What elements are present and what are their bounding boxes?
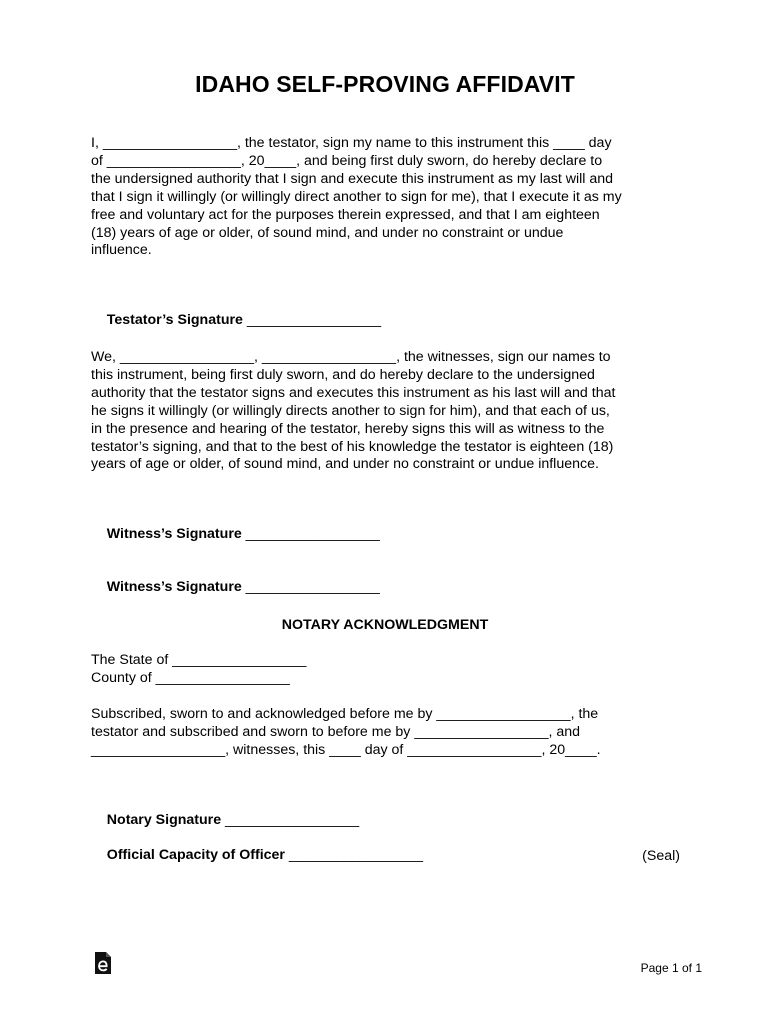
paragraph-line: (18) years of age or older, of sound mind, and under no constraint or undue (91, 224, 564, 241)
paragraph-line: free and voluntary act for the purposes therein expressed, and that I am eighteen (91, 206, 600, 223)
official-capacity-blank[interactable]: _________________ (284, 847, 424, 863)
seal-label: (Seal) (642, 848, 680, 864)
paragraph-line: testator’s signing, and that to the best of his knowledge the testator is eighteen (18) (91, 438, 614, 455)
notary-acknowledgment-heading: NOTARY ACKNOWLEDGMENT (281, 617, 489, 633)
paragraph-line: authority that the testator signs and executes this instrument as his last will and that (91, 384, 616, 401)
witness-signature-blank[interactable]: _________________ (241, 526, 380, 542)
paragraph-line: he signs it willingly (or willingly directs another to sign for him), and that each of us, (91, 402, 610, 419)
paragraph-line: the undersigned authority that I sign and execute this instrument as my last will and (91, 170, 614, 187)
witness-declaration-paragraph (91, 349, 691, 474)
witness-signature-label: Witness’s Signature (106, 579, 242, 595)
official-capacity-label: Official Capacity of Officer (106, 847, 285, 863)
witness-signature-line-1[interactable] (91, 510, 380, 558)
paragraph-line: in the presence and hearing of the testator, hereby signs this will as witness to the (91, 420, 605, 437)
paragraph-line: years of age or older, of sound mind, and under no constraint or undue influence. (91, 456, 599, 473)
notary-signature-blank[interactable]: _________________ (221, 812, 360, 828)
witness-signature-line-2[interactable] (91, 563, 380, 611)
paragraph-line: influence. (91, 242, 152, 259)
eforms-logo-icon (94, 951, 112, 975)
page-number: Page 1 of 1 (640, 961, 702, 975)
testator-signature-label: Testator’s Signature (106, 312, 243, 328)
paragraph-line: this instrument, being first duly sworn, and do hereby declare to the undersigned (91, 366, 595, 383)
paragraph-line: I, _________________, the testator, sign my name to this instrument this ____ day (91, 135, 612, 151)
subscribed-sworn-paragraph (91, 706, 691, 760)
official-capacity-line[interactable] (91, 831, 423, 879)
witness-signature-blank[interactable]: _________________ (241, 579, 380, 595)
paragraph-line: We, _________________, _________________, the witnesses, sign our names to (91, 349, 611, 365)
paragraph-line: that I sign it willingly (or willingly direct another to sign for me), that I execute it as my (91, 188, 622, 205)
testator-signature-line[interactable] (91, 296, 381, 344)
testator-declaration-paragraph (91, 135, 691, 260)
paragraph-line: Subscribed, sworn to and acknowledged before me by _________________, the (91, 706, 599, 722)
state-of-field[interactable]: The State of _________________ (91, 652, 307, 668)
notary-signature-label: Notary Signature (106, 812, 222, 828)
paragraph-line: _________________, witnesses, this ____ day of _________________, 20____. (91, 741, 601, 758)
witness-signature-label: Witness’s Signature (106, 526, 242, 542)
document-title: IDAHO SELF-PROVING AFFIDAVIT (195, 71, 575, 97)
testator-signature-blank[interactable]: _________________ (242, 312, 381, 328)
county-of-field[interactable]: County of _________________ (91, 670, 290, 686)
paragraph-line: testator and subscribed and sworn to before me by _________________, and (91, 723, 581, 740)
paragraph-line: of _________________, 20____, and being first duly sworn, do hereby declare to (91, 152, 603, 169)
